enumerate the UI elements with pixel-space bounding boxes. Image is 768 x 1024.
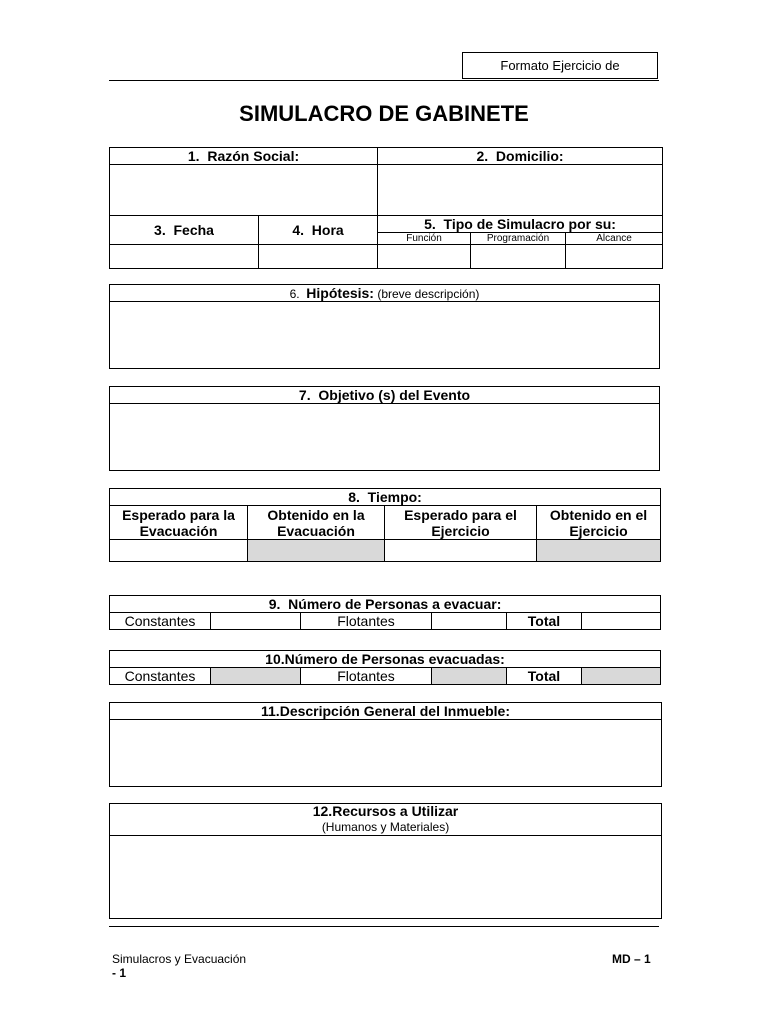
funcion-label: Función: [378, 233, 471, 245]
hipotesis-table: [109, 284, 660, 369]
total-field[interactable]: [582, 613, 661, 630]
hora-field[interactable]: [259, 245, 378, 269]
flotantes-label: Flotantes: [301, 613, 432, 630]
descripcion-inmueble-table: [109, 702, 662, 787]
format-label: Formato Ejercicio de: [462, 52, 658, 79]
obtenido-evacuacion-label: Obtenido en la Evacuación: [248, 506, 385, 540]
footer-title: Simulacros y Evacuación: [112, 952, 247, 966]
personas-evacuar-label: 9. Número de Personas a evacuar:: [110, 596, 661, 613]
funcion-field[interactable]: [378, 245, 471, 269]
constantes-field[interactable]: [211, 668, 301, 685]
total-field[interactable]: [582, 668, 661, 685]
obtenido-ejercicio-label: Obtenido en el Ejercicio: [537, 506, 661, 540]
hipotesis-label: 6. Hipótesis: (breve descripción): [110, 285, 660, 302]
flotantes-label: Flotantes: [301, 668, 432, 685]
alcance-field[interactable]: [566, 245, 663, 269]
page-title: SIMULACRO DE GABINETE: [239, 101, 529, 126]
esperado-ejercicio-label: Esperado para el Ejercicio: [385, 506, 537, 540]
objetivo-field[interactable]: [110, 404, 660, 471]
constantes-label: Constantes: [110, 668, 211, 685]
recursos-label: 12.Recursos a Utilizar (Humanos y Materiales): [110, 804, 662, 836]
tiempo-label: 8. Tiempo:: [110, 489, 661, 506]
footer-rule: [109, 926, 659, 927]
esperado-evacuacion-field[interactable]: [110, 540, 248, 562]
alcance-label: Alcance: [566, 233, 663, 245]
hora-label: 4. Hora: [259, 216, 378, 245]
personas-evacuadas-label: 10.Número de Personas evacuadas:: [110, 651, 661, 668]
esperado-evacuacion-label: Esperado para la Evacuación: [110, 506, 248, 540]
flotantes-field[interactable]: [432, 613, 507, 630]
hipotesis-field[interactable]: [110, 302, 660, 369]
recursos-field[interactable]: [110, 836, 662, 919]
descripcion-inmueble-field[interactable]: [110, 720, 662, 787]
header-rule: [109, 80, 659, 81]
tipo-simulacro-label: 5. Tipo de Simulacro por su:: [378, 216, 663, 233]
razon-social-label: 1. Razón Social:: [110, 148, 378, 165]
razon-social-field[interactable]: [110, 165, 378, 216]
total-label: Total: [507, 668, 582, 685]
footer-code: MD – 1: [612, 952, 651, 966]
constantes-field[interactable]: [211, 613, 301, 630]
flotantes-field[interactable]: [432, 668, 507, 685]
programacion-label: Programación: [471, 233, 566, 245]
personas-evacuadas-table: [109, 650, 661, 685]
footer-page: - 1: [112, 966, 127, 980]
tiempo-table: [109, 488, 661, 562]
personas-evacuar-table: [109, 595, 661, 630]
general-info-table: [109, 147, 663, 269]
obtenido-ejercicio-field[interactable]: [537, 540, 661, 562]
programacion-field[interactable]: [471, 245, 566, 269]
recursos-table: [109, 803, 662, 919]
objetivo-table: [109, 386, 660, 471]
fecha-field[interactable]: [110, 245, 259, 269]
domicilio-field[interactable]: [378, 165, 663, 216]
fecha-label: 3. Fecha: [110, 216, 259, 245]
domicilio-label: 2. Domicilio:: [378, 148, 663, 165]
total-label: Total: [507, 613, 582, 630]
esperado-ejercicio-field[interactable]: [385, 540, 537, 562]
obtenido-evacuacion-field[interactable]: [248, 540, 385, 562]
objetivo-label: 7. Objetivo (s) del Evento: [110, 387, 660, 404]
constantes-label: Constantes: [110, 613, 211, 630]
descripcion-inmueble-label: 11.Descripción General del Inmueble:: [110, 703, 662, 720]
